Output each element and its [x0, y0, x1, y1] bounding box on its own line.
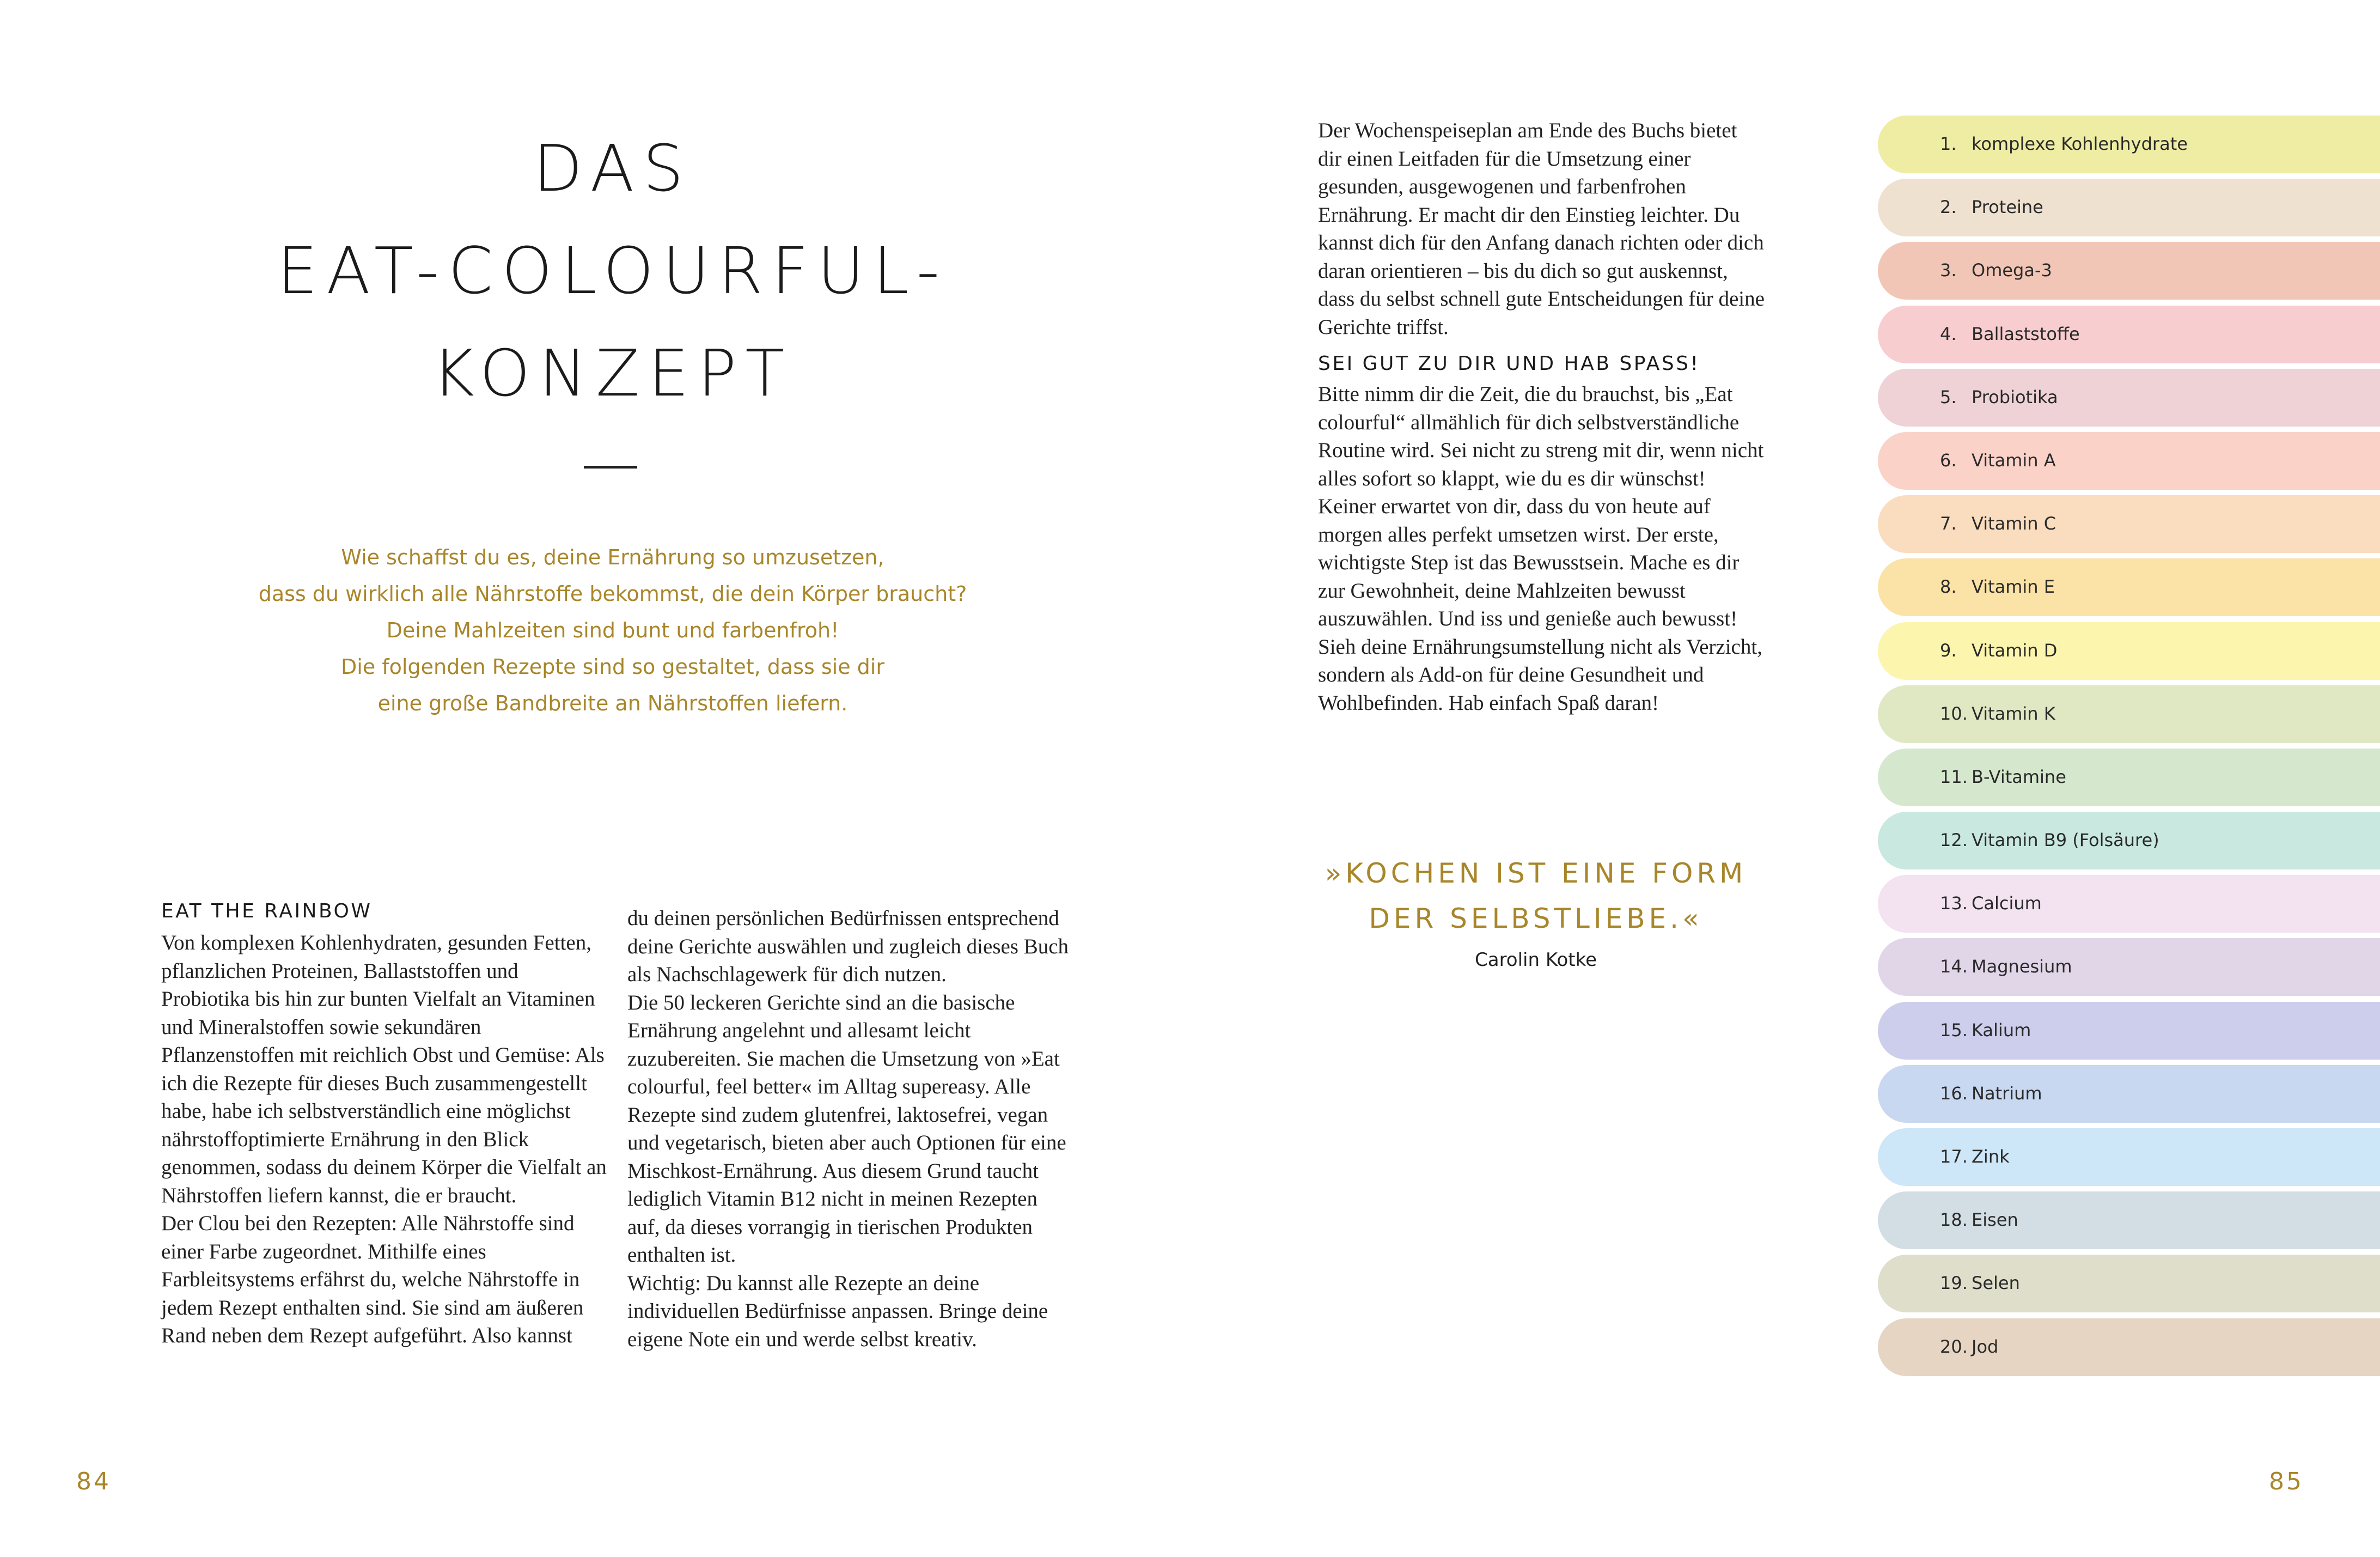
nutrient-label: Selen [1972, 1273, 2020, 1294]
nutrient-number: 4. [1940, 323, 1957, 344]
nutrient-label: Natrium [1972, 1082, 2042, 1104]
nutrient-item [1878, 495, 2380, 553]
nutrient-item [1878, 1255, 2380, 1312]
nutrient-number: 12. [1940, 830, 1968, 851]
nutrient-label: Vitamin K [1972, 703, 2055, 724]
intro-line: eine große Bandbreite an Nährstoffen liefern. [377, 691, 848, 715]
nutrient-number: 13. [1940, 893, 1968, 914]
nutrient-label: Omega-3 [1972, 260, 2052, 281]
body-paragraph: Bitte nimm dir die Zeit, die du brauchst, bis „Eat colourful“ allmählich für dich selbstverständliche Routine wird. Sei nicht zu streng mit dir, wenn nicht alles sofort so klappt, wie du es dir wünschst! Keiner erwartet von dir, dass du von heute auf morgen alles perfekt umsetzen wirst. Der erste, wichtigste Step ist das Bewusstsein. Mache es dir zur Gewohnheit, deine Mahlzeiten bewusst auszuwählen. Und iss und genieße auch bewusst! Sieh deine Ernährungsumstellung nicht als Verzicht, sondern als Add-on für deine Gesundheit und Wohlbefinden. Hab einfach Spaß daran! [1318, 382, 1764, 715]
column-eat-the-rainbow [161, 897, 608, 1350]
nutrient-label: Proteine [1972, 197, 2043, 218]
section-heading: SEI GUT ZU DIR UND HAB SPASS! [1318, 352, 1700, 375]
intro-text [229, 539, 997, 722]
nutrient-number: 11. [1940, 766, 1968, 787]
quote-line-2: DER SELBSTLIEBE.« [1369, 903, 1703, 934]
nutrient-item [1878, 685, 2380, 743]
nutrient-number: 1. [1940, 133, 1957, 154]
intro-line: Deine Mahlzeiten sind bunt und farbenfroh! [386, 618, 839, 642]
nutrient-number: 2. [1940, 197, 1957, 218]
nutrient-number: 6. [1940, 449, 1957, 471]
nutrient-number: 9. [1940, 640, 1957, 661]
nutrient-item [1878, 938, 2380, 996]
intro-line: dass du wirklich alle Nährstoffe bekommst, die dein Körper braucht? [258, 582, 967, 606]
nutrient-number: 14. [1940, 956, 1968, 977]
nutrient-item [1878, 749, 2380, 806]
page-number-left: 84 [76, 1468, 111, 1495]
nutrient-label: B-Vitamine [1972, 766, 2066, 787]
page-title [174, 117, 1051, 424]
section-heading: EAT THE RAINBOW [161, 900, 373, 922]
nutrient-item [1878, 1128, 2380, 1186]
nutrient-label: Magnesium [1972, 956, 2072, 977]
nutrient-item [1878, 622, 2380, 680]
body-paragraph: Von komplexen Kohlenhydraten, gesunden Fetten, pflanzlichen Proteinen, Ballaststoffen und Probiotika bis hin zur bunten Vielfalt an Vitaminen und Mineralstoffen sowie sekundären Pflanzenstoffen mit reichlich Obst und Gemüse: Als ich die Rezepte für dieses Buch zusammengestellt habe, habe ich selbstverständlich eine möglichst nährstoffoptimierte Ernährung in den Blick genommen, sodass du deinem Körper die Vielfalt an Nährstoffen liefern kannst, die er braucht. [161, 931, 607, 1207]
nutrient-label: Eisen [1972, 1209, 2018, 1231]
nutrient-item [1878, 812, 2380, 869]
nutrient-number: 15. [1940, 1019, 1968, 1041]
title-divider [584, 466, 637, 469]
nutrient-item [1878, 115, 2380, 173]
column-continued [627, 904, 1074, 1353]
page-number-right: 85 [2269, 1468, 2304, 1495]
body-paragraph: Die 50 leckeren Gerichte sind an die basische Ernährung angelehnt und allesamt leicht zuzubereiten. Sie machen die Umsetzung von »Eat colourful, feel better« im Alltag supereasy. Alle Rezepte sind zudem glutenfrei, laktosefrei, vegan und vegetarisch, bieten aber auch Optionen für eine Mischkost-Ernährung. Aus diesem Grund taucht lediglich Vitamin B12 nicht in meinen Rezepten auf, da dieses vorrangig in tierischen Produkten enthalten ist. [627, 990, 1066, 1267]
nutrient-number: 20. [1940, 1336, 1968, 1357]
title-line-3: KONZEPT [432, 336, 794, 411]
nutrient-item [1878, 558, 2380, 616]
nutrient-number: 10. [1940, 703, 1968, 724]
body-paragraph: du deinen persönlichen Bedürfnissen entsprechend deine Gerichte auswählen und zugleich dieses Buch als Nachschlagewerk für dich nutzen. [627, 907, 1069, 986]
nutrient-label: Vitamin B9 (Folsäure) [1972, 830, 2159, 851]
nutrient-label: Vitamin A [1972, 449, 2056, 471]
nutrient-label: komplexe Kohlenhydrate [1972, 133, 2188, 154]
nutrient-label: Jod [1972, 1336, 1999, 1357]
nutrient-number: 17. [1940, 1146, 1968, 1167]
title-line-1: DAS [533, 131, 693, 206]
nutrient-item [1878, 1318, 2380, 1376]
body-paragraph: Wichtig: Du kannst alle Rezepte an deine individuellen Bedürfnisse anpassen. Bringe deine eigene Note ein und werde selbst kreativ. [627, 1271, 1048, 1351]
quote-author: Carolin Kotke [1475, 949, 1597, 971]
nutrient-label: Kalium [1972, 1019, 2031, 1041]
nutrient-item [1878, 179, 2380, 236]
column-right-text [1318, 117, 1765, 717]
nutrient-item [1878, 369, 2380, 427]
nutrient-item [1878, 242, 2380, 300]
pull-quote [1307, 851, 1765, 941]
nutrient-label: Probiotika [1972, 386, 2058, 408]
nutrient-number: 18. [1940, 1209, 1968, 1231]
title-line-2: EAT-COLOURFUL- [277, 233, 949, 308]
body-paragraph: Der Clou bei den Rezepten: Alle Nährstoffe sind einer Farbe zugeordnet. Mithilfe eines Farbleitsystems erfährst du, welche Nährstoffe in jedem Rezept enthalten sind. Sie sind am äußeren Rand neben dem Rezept aufgeführt. Also kannst [161, 1212, 584, 1347]
nutrient-label: Zink [1972, 1146, 2010, 1167]
nutrient-label: Vitamin C [1972, 513, 2056, 534]
intro-line: Die folgenden Rezepte sind so gestaltet, dass sie dir [341, 655, 884, 679]
nutrient-number: 7. [1940, 513, 1957, 534]
nutrient-number: 16. [1940, 1082, 1968, 1104]
nutrient-label: Vitamin E [1972, 576, 2055, 598]
nutrient-label: Vitamin D [1972, 640, 2058, 661]
quote-line-1: »KOCHEN IST EINE FORM [1325, 857, 1747, 889]
nutrient-item [1878, 432, 2380, 490]
nutrient-item [1878, 1065, 2380, 1123]
nutrient-item [1878, 875, 2380, 933]
nutrient-color-list [1878, 115, 2380, 1382]
nutrient-label: Ballaststoffe [1972, 323, 2080, 344]
nutrient-item [1878, 1002, 2380, 1060]
nutrient-item [1878, 306, 2380, 363]
nutrient-item [1878, 1191, 2380, 1249]
nutrient-number: 5. [1940, 386, 1957, 408]
body-paragraph: Der Wochenspeiseplan am Ende des Buchs bietet dir einen Leitfaden für die Umsetzung einer gesunden, ausgewogenen und farbenfrohen Ernährung. Er macht dir den Einstieg leichter. Du kannst dich für den Anfang danach richten oder dich daran orientieren – bis du dich so gut auskennst, dass du selbst schnell gute Entscheidungen für deine Gerichte triffst. [1318, 119, 1765, 339]
intro-line: Wie schaffst du es, deine Ernährung so umzusetzen, [341, 545, 884, 569]
nutrient-number: 19. [1940, 1273, 1968, 1294]
nutrient-label: Calcium [1972, 893, 2042, 914]
nutrient-number: 3. [1940, 260, 1957, 281]
nutrient-number: 8. [1940, 576, 1957, 598]
